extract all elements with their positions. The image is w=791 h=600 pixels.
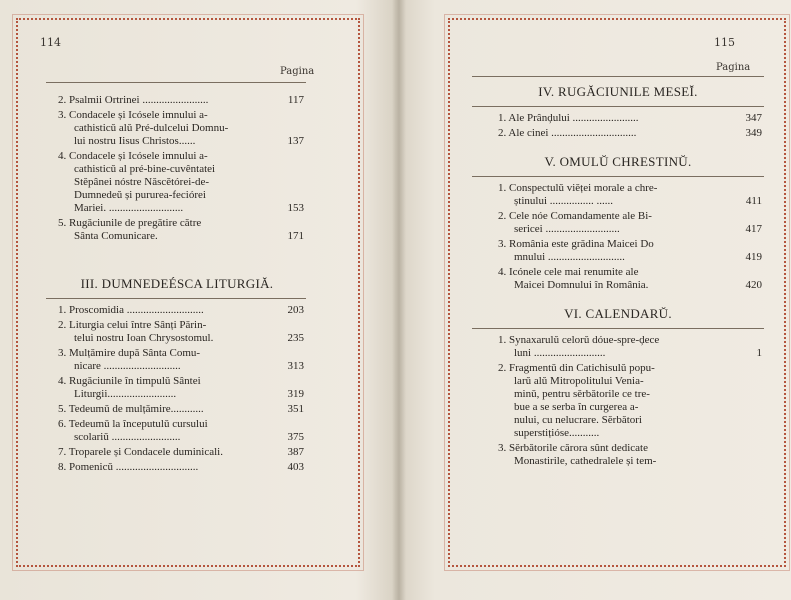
toc-entry: [498, 127, 762, 140]
section-rule: [46, 298, 306, 299]
toc-entry-line: Monastirile, cathedralele și tem-: [514, 455, 657, 467]
toc-entry-line: 319 Liturgii.........................: [74, 388, 304, 400]
toc-page-number: 420: [745, 279, 762, 291]
toc-page-number: 375: [287, 431, 304, 443]
toc-entry-line: 6. Tedeumŭ la începutulŭ cursului: [58, 418, 208, 430]
page-number: 115: [714, 36, 735, 49]
toc-entry: [58, 94, 304, 107]
toc-page-number: 137: [287, 135, 304, 147]
toc-entry-line: 403 8. Pomenicŭ ..............................: [58, 461, 304, 473]
toc-entry-line: 3. Condacele și Icósele imnului a-: [58, 109, 208, 121]
toc-page-number: 203: [287, 304, 304, 316]
toc-page-number: 117: [287, 94, 304, 106]
section-rule: [472, 328, 764, 329]
toc-entry: [58, 461, 304, 474]
toc-entry-line: cathisticŭ al pré-bine-cuvêntatei: [74, 163, 216, 175]
toc-entry-line: 417 sericei ...........................: [514, 223, 762, 235]
toc-entry-line: 2. Liturgia celui între Sânți Părin-: [58, 319, 207, 331]
toc-entry-line: 235 telui nostru Ioan Chrysostomul.: [74, 332, 304, 344]
toc-entry-line: 2. Fragmentŭ din Catichisulŭ popu-: [498, 362, 655, 374]
toc-page-number: 319: [287, 388, 304, 400]
toc-entry-line: 1. Synaxarulŭ celorŭ dóue-spre-ḑece: [498, 334, 660, 346]
toc-page-number: 313: [287, 360, 304, 372]
toc-page-number: 387: [287, 446, 304, 458]
toc-entry: [58, 319, 304, 345]
toc-entry-line: 171 Sânta Comunicare.: [74, 230, 304, 242]
toc-page-number: 347: [745, 112, 762, 124]
toc-entry: [498, 362, 762, 440]
toc-entry-line: 387 7. Troparele și Condacele duminicali.: [58, 446, 304, 458]
toc-entry: [58, 446, 304, 459]
toc-page-number: 417: [745, 223, 762, 235]
toc-entry-line: 375 scolariŭ .........................: [74, 431, 304, 443]
toc-page-number: 403: [287, 461, 304, 473]
toc-entry: [498, 210, 762, 236]
toc-entry-line: 349 2. Ale cinei ...............................: [498, 127, 762, 139]
toc-entry: [58, 375, 304, 401]
section-rule: [472, 176, 764, 177]
toc-entry: [58, 150, 304, 215]
section-title: IV. RUGĂCIUNILE MESEĬ.: [538, 84, 698, 99]
toc-entry-line: nului, cu nelucrare. Sĕrbători: [514, 414, 642, 426]
toc-entry-line: 420 Maicei Domnului în România.: [514, 279, 762, 291]
toc-entry-line: 3. Mulțămire după Sânta Comu-: [58, 347, 201, 359]
toc-page-number: 351: [287, 403, 304, 415]
toc-entry: [498, 266, 762, 292]
toc-entry: [58, 304, 304, 317]
toc-entry: [58, 403, 304, 416]
toc-entry-line: 3. Sĕrbătorile cărora sûnt dedicate: [498, 442, 648, 454]
toc-entry: [498, 238, 762, 264]
toc-entry-line: 203 1. Proscomidia ............................: [58, 304, 304, 316]
toc-entry-line: 1. Conspectulŭ viĕței morale a chre-: [498, 182, 658, 194]
section-rule: [472, 106, 764, 107]
toc-entry-line: cathisticŭ alŭ Pré-dulcelui Domnu-: [74, 122, 229, 134]
toc-entry-line: 351 5. Tedeumŭ de mulțămire............: [58, 403, 304, 415]
header-rule: [472, 76, 764, 77]
header-rule: [46, 82, 306, 83]
toc-entry-line: 117 2. Psalmii Ortrinei ........................: [58, 94, 304, 106]
toc-page-number: 411: [745, 195, 762, 207]
section-title: III. DUMNEDEÉSCA LITURGIĂ.: [80, 276, 274, 291]
toc-entry-line: 4. Rugăciunile în timpulŭ Sântei: [58, 375, 201, 387]
pagina-label: Pagina: [716, 62, 751, 73]
toc-entry-line: 347 1. Ale Prânḑului ........................: [498, 112, 762, 124]
toc-page-number: 153: [287, 202, 304, 214]
toc-page-number: 171: [287, 230, 304, 242]
toc-entry: [498, 442, 762, 468]
pagina-label: Pagina: [280, 66, 315, 77]
toc-entry-line: 1 luni ..........................: [514, 347, 762, 359]
toc-page-number: 1: [756, 347, 762, 359]
page-number: 114: [40, 36, 61, 49]
toc-entry-line: 313 nicare ............................: [74, 360, 304, 372]
toc-entry-line: larŭ alŭ Mitropolitului Venia-: [514, 375, 644, 387]
decorative-border: [448, 18, 786, 567]
right-page: [400, 0, 791, 600]
toc-entry-line: 419 mnului ............................: [514, 251, 762, 263]
toc-entry-line: 3. România este grădina Maicei Do: [498, 238, 654, 250]
toc-entry-line: 4. Icónele cele mai renumite ale: [498, 266, 639, 278]
toc-entry: [58, 109, 304, 148]
toc-entry: [498, 334, 762, 360]
toc-entry-line: 411 știnului ................ ......: [514, 195, 762, 207]
toc-entry-line: Dumnedeŭ și pururea-feciórei: [74, 189, 206, 201]
toc-entry: [498, 182, 762, 208]
section-title: VI. CALENDARŬ.: [564, 306, 672, 321]
toc-entry-line: 5. Rugăciunile de pregătire către: [58, 217, 202, 229]
toc-entry-line: superstițióse...........: [514, 427, 600, 439]
toc-entry: [58, 217, 304, 243]
toc-entry-line: minŭ, pentru sĕrbătorile ce tre-: [514, 388, 650, 400]
toc-entry-line: Stĕpânei nóstre Născĕtórei-de-: [74, 176, 209, 188]
toc-entry-line: 4. Condacele și Icósele imnului a-: [58, 150, 208, 162]
section-title: V. OMULŬ CHRESTINŬ.: [544, 154, 692, 169]
toc-entry: [58, 347, 304, 373]
toc-entry: [58, 418, 304, 444]
toc-entry: [498, 112, 762, 125]
toc-page-number: 235: [287, 332, 304, 344]
toc-entry-line: 153 Mariei. ...........................: [74, 202, 304, 214]
toc-entry-line: bue a se serba în curgerea a-: [514, 401, 639, 413]
toc-page-number: 419: [745, 251, 762, 263]
toc-entry-line: 137 lui nostru Iisus Christos......: [74, 135, 304, 147]
toc-entry-line: 2. Cele nóe Comandamente ale Bi-: [498, 210, 652, 222]
toc-page-number: 349: [745, 127, 762, 139]
